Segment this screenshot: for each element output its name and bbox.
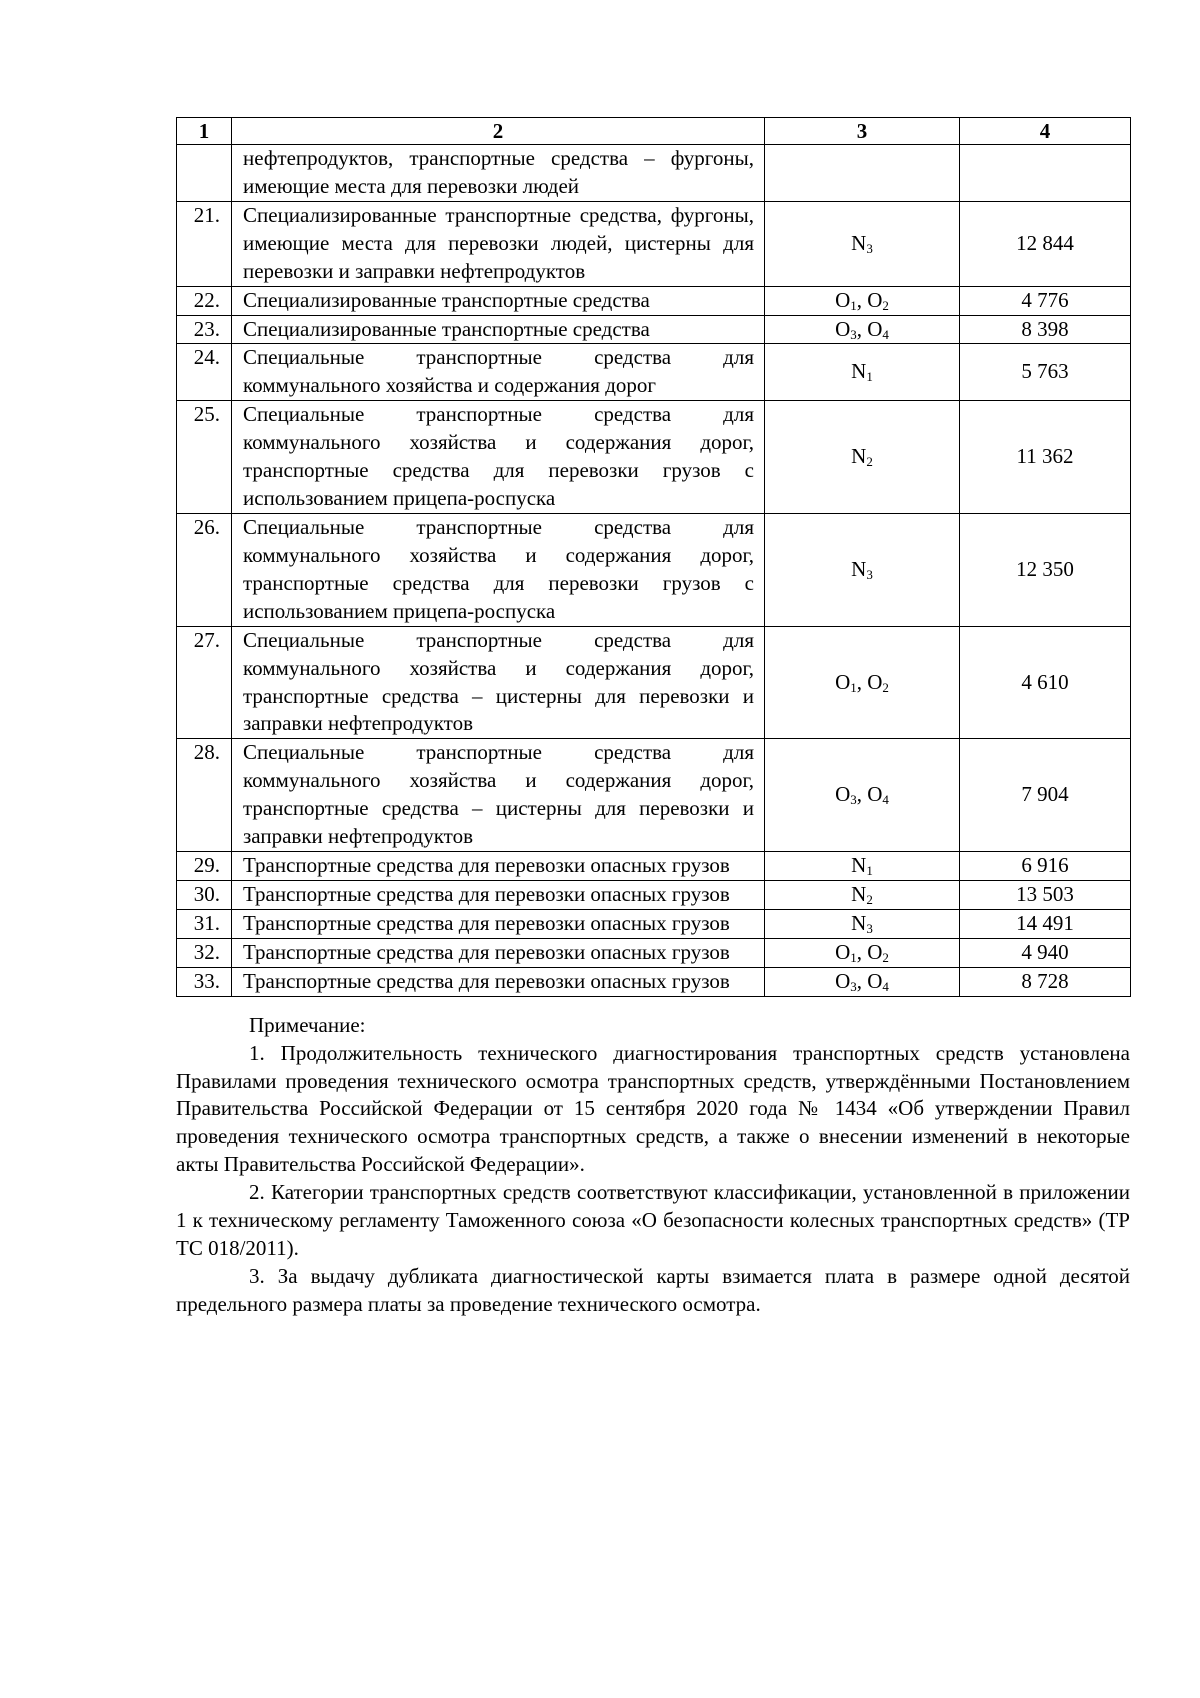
vehicle-description: нефтепродуктов, транспортные средства – фургоны, имеющие места для перевозки людей [232, 145, 765, 202]
vehicle-category [765, 401, 960, 514]
category-letter: O [835, 316, 851, 341]
category-index: 3 [866, 240, 873, 256]
fee-amount: 13 503 [960, 880, 1131, 909]
category-letter: O [867, 782, 883, 807]
table-row [177, 344, 1131, 401]
category-letter: O [867, 669, 883, 694]
table-row [177, 145, 1131, 202]
category-index: 1 [866, 369, 873, 385]
table-row [177, 938, 1131, 967]
fee-amount: 5 763 [960, 344, 1131, 401]
fee-amount: 12 844 [960, 201, 1131, 286]
category-letter: O [867, 316, 883, 341]
notes-heading: Примечание: [249, 1012, 366, 1037]
vehicle-description: Специальные транспортные средства для коммунального хозяйства и содержания дорог, транспортные средства для перевозки грузов с использованием прицепа-роспуска [232, 513, 765, 626]
vehicle-description: Транспортные средства для перевозки опасных грузов [232, 880, 765, 909]
vehicle-category [765, 344, 960, 401]
vehicle-category: $O_1$, $O_2$ [765, 938, 960, 967]
vehicle-category [765, 513, 960, 626]
table-header-row [177, 118, 1131, 145]
row-number: 23. [177, 315, 232, 344]
note-item-1: 1. Продолжительность технического диагностирования транспортных средств установлена Правилами проведения технического осмотра транспортных средств, утверждёнными Постановлением Правительства Российской Федерации от 15 сентября 2020 года № 1434 «Об утверждении Правил проведения технического осмотра транспортных средств, а также о внесении изменений в некоторые акты Правительства Российской Федерации». [176, 1040, 1130, 1177]
header-col-2: 2 [232, 118, 765, 145]
vehicle-category [765, 201, 960, 286]
fee-amount: 8 398 [960, 315, 1131, 344]
row-number: 33. [177, 967, 232, 996]
category-letter: O [835, 669, 851, 694]
category-letter: O [835, 939, 851, 964]
fee-amount: 11 362 [960, 401, 1131, 514]
fee-amount: 12 350 [960, 513, 1131, 626]
fee-amount: 4 610 [960, 626, 1131, 739]
table-row [177, 401, 1131, 514]
vehicle-description: Специализированные транспортные средства [232, 315, 765, 344]
vehicle-description: Транспортные средства для перевозки опасных грузов [232, 852, 765, 881]
category-letter: O [835, 287, 851, 312]
table-body [177, 145, 1131, 997]
category-letter: O [835, 968, 851, 993]
category-index: 2 [866, 454, 873, 470]
vehicle-category [765, 852, 960, 881]
category-index: 2 [882, 949, 889, 965]
vehicle-category: $O_1$, $O_2$ [765, 286, 960, 315]
vehicle-category: $O_3$, $O_4$ [765, 967, 960, 996]
row-number: 25. [177, 401, 232, 514]
category-letter: O [867, 939, 883, 964]
fee-amount: 4 776 [960, 286, 1131, 315]
vehicle-category: $O_3$, $O_4$ [765, 739, 960, 852]
table-row [177, 201, 1131, 286]
vehicle-category [765, 145, 960, 202]
table-row [177, 315, 1131, 344]
category-index: 3 [850, 326, 857, 342]
vehicle-description: Специализированные транспортные средства [232, 286, 765, 315]
category-index: 1 [850, 297, 857, 313]
fee-amount: 6 916 [960, 852, 1131, 881]
category-letter: N [851, 556, 867, 581]
vehicle-category: $O_1$, $O_2$ [765, 626, 960, 739]
row-number: 29. [177, 852, 232, 881]
category-index: 1 [850, 949, 857, 965]
vehicle-description: Специализированные транспортные средства, фургоны, имеющие места для перевозки людей, цистерны для перевозки и заправки нефтепродуктов [232, 201, 765, 286]
notes-section [176, 1012, 1130, 1319]
fee-amount: 7 904 [960, 739, 1131, 852]
table-row [177, 852, 1131, 881]
row-number: 22. [177, 286, 232, 315]
category-letter: N [851, 853, 867, 878]
category-index: 3 [866, 566, 873, 582]
category-index: 2 [882, 679, 889, 695]
vehicle-category: $O_3$, $O_4$ [765, 315, 960, 344]
table-row [177, 739, 1131, 852]
vehicle-description: Транспортные средства для перевозки опасных грузов [232, 938, 765, 967]
header-col-4: 4 [960, 118, 1131, 145]
note-item-2: 2. Категории транспортных средств соответствуют классификации, установленной в приложении 1 к техническому регламенту Таможенного союза «О безопасности колесных транспортных средств» (ТР ТС 018/2011). [176, 1180, 1130, 1261]
fee-table [176, 117, 1131, 997]
vehicle-description: Специальные транспортные средства для коммунального хозяйства и содержания дорог, транспортные средства – цистерны для перевозки и заправки нефтепродуктов [232, 626, 765, 739]
vehicle-description: Специальные транспортные средства для коммунального хозяйства и содержания дорог, транспортные средства для перевозки грузов с использованием прицепа-роспуска [232, 401, 765, 514]
row-number: 24. [177, 344, 232, 401]
vehicle-category [765, 880, 960, 909]
category-letter: N [851, 881, 867, 906]
row-number: 28. [177, 739, 232, 852]
row-number: 30. [177, 880, 232, 909]
table-row [177, 909, 1131, 938]
category-index: 3 [866, 920, 873, 936]
table-row [177, 880, 1131, 909]
fee-amount: 8 728 [960, 967, 1131, 996]
category-index: 3 [850, 978, 857, 994]
vehicle-description: Транспортные средства для перевозки опасных грузов [232, 909, 765, 938]
row-number: 31. [177, 909, 232, 938]
document-page [176, 117, 1130, 1319]
table-row [177, 513, 1131, 626]
table-row [177, 626, 1131, 739]
category-index: 3 [850, 792, 857, 808]
fee-amount: 4 940 [960, 938, 1131, 967]
vehicle-description: Специальные транспортные средства для коммунального хозяйства и содержания дорог [232, 344, 765, 401]
category-index: 2 [866, 891, 873, 907]
row-number: 21. [177, 201, 232, 286]
fee-amount: 14 491 [960, 909, 1131, 938]
vehicle-description: Транспортные средства для перевозки опасных грузов [232, 967, 765, 996]
table-row [177, 967, 1131, 996]
category-letter: N [851, 444, 867, 469]
vehicle-category [765, 909, 960, 938]
row-number [177, 145, 232, 202]
category-letter: O [867, 968, 883, 993]
row-number: 27. [177, 626, 232, 739]
header-col-1: 1 [177, 118, 232, 145]
row-number: 26. [177, 513, 232, 626]
category-letter: N [851, 230, 867, 255]
category-letter: N [851, 359, 867, 384]
category-index: 1 [866, 863, 873, 879]
category-index: 2 [882, 297, 889, 313]
category-index: 4 [882, 792, 889, 808]
note-item-3: 3. За выдачу дубликата диагностической карты взимается плата в размере одной десятой предельного размера платы за проведение технического осмотра. [176, 1263, 1130, 1316]
category-index: 4 [882, 978, 889, 994]
table-row [177, 286, 1131, 315]
vehicle-description: Специальные транспортные средства для коммунального хозяйства и содержания дорог, транспортные средства – цистерны для перевозки и заправки нефтепродуктов [232, 739, 765, 852]
category-letter: N [851, 910, 867, 935]
category-index: 1 [850, 679, 857, 695]
row-number: 32. [177, 938, 232, 967]
category-letter: O [835, 782, 851, 807]
fee-amount [960, 145, 1131, 202]
category-letter: O [867, 287, 883, 312]
header-col-3: 3 [765, 118, 960, 145]
category-index: 4 [882, 326, 889, 342]
